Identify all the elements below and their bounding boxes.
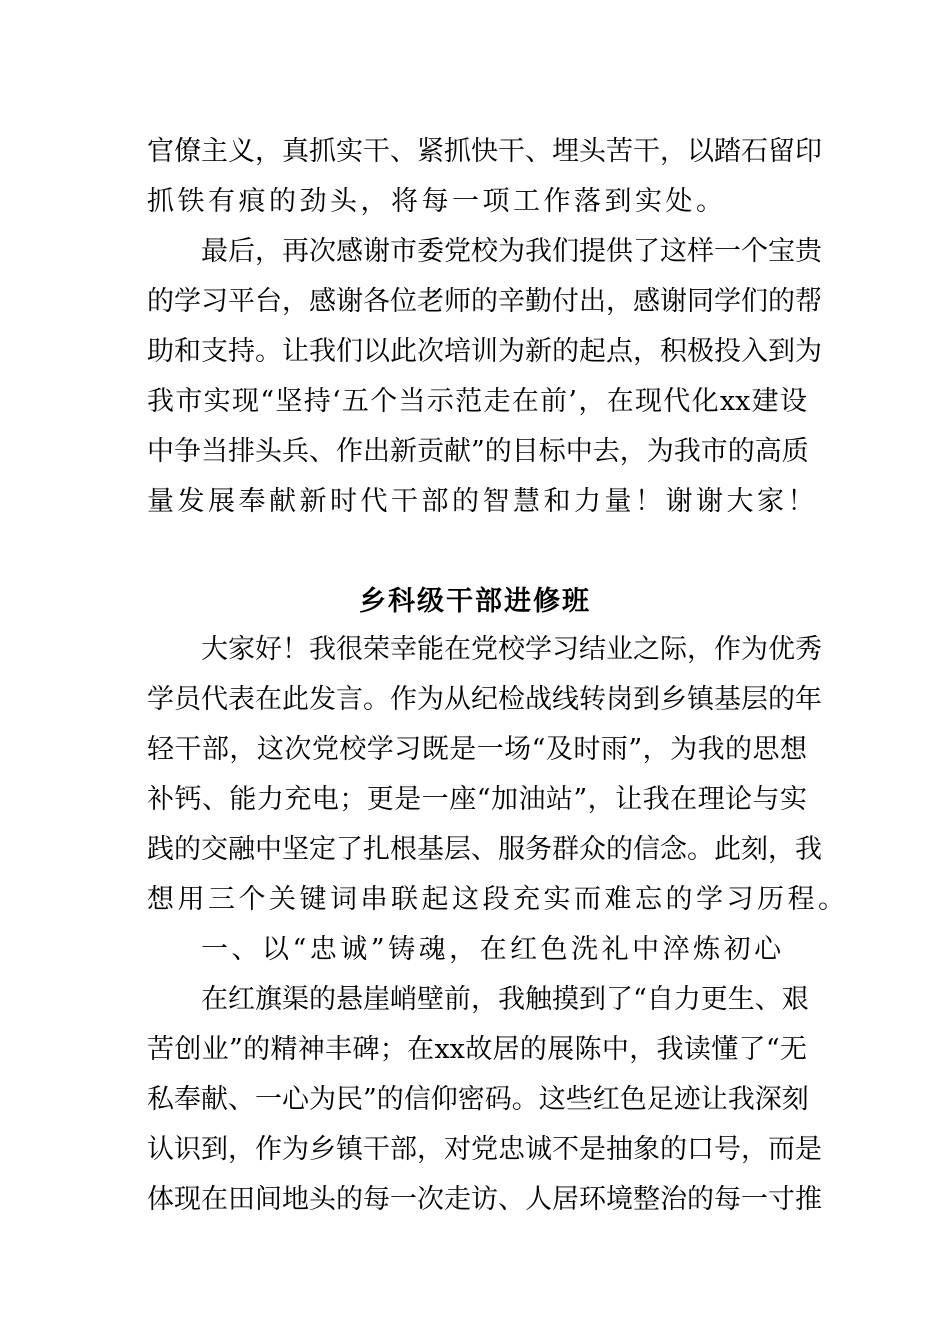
text-line: 官僚主义，真抓实干、紧抓快干、埋头苦干，以踏石留印 — [147, 136, 822, 167]
text-line: 私奉献、一心为民”的信仰密码。这些红色足迹让我深刻 — [147, 1084, 809, 1115]
text-line: 学员代表在此发言。作为从纪检战线转岗到乡镇基层的年 — [147, 684, 822, 715]
text-line: 我市实现“坚持‘五个当示范走在前’，在现代化xx建设 — [147, 386, 807, 417]
text-line: 认识到，作为乡镇干部，对党忠诚不是抽象的口号，而是 — [147, 1134, 822, 1165]
text-line: 量发展奉献新时代干部的智慧和力量！谢谢大家！ — [147, 486, 818, 517]
text-line: 的学习平台，感谢各位老师的辛勤付出，感谢同学们的帮 — [147, 286, 822, 317]
text-line: 抓铁有痕的劲头，将每一项工作落到实处。 — [147, 186, 727, 217]
text-line: 大家好！我很荣幸能在党校学习结业之际，作为优秀 — [201, 634, 822, 665]
subsection-title: 一、以“忠诚”铸魂，在红色洗礼中淬炼初心 — [201, 934, 785, 965]
text-line: 体现在田间地头的每一次走访、人居环境整治的每一寸推 — [147, 1184, 822, 1215]
section-heading: 乡科级干部进修班 — [359, 586, 591, 617]
text-line: 轻干部，这次党校学习既是一场“及时雨”，为我的思想 — [147, 734, 807, 765]
text-line: 践的交融中坚定了扎根基层、服务群众的信念。此刻，我 — [147, 834, 822, 865]
text-line: 中争当排头兵、作出新贡献”的目标中去，为我市的高质 — [147, 436, 809, 467]
text-line: 在红旗渠的悬崖峭壁前，我触摸到了“自力更生、艰 — [201, 984, 809, 1015]
text-line: 苦创业”的精神丰碑；在xx故居的展陈中，我读懂了“无 — [147, 1034, 807, 1065]
text-line: 最后，再次感谢市委党校为我们提供了这样一个宝贵 — [201, 236, 822, 267]
text-line: 想用三个关键词串联起这段充实而难忘的学习历程。 — [147, 884, 849, 915]
text-line: 补钙、能力充电；更是一座“加油站”，让我在理论与实 — [147, 784, 807, 815]
text-line: 助和支持。让我们以此次培训为新的起点，积极投入到为 — [147, 336, 822, 367]
